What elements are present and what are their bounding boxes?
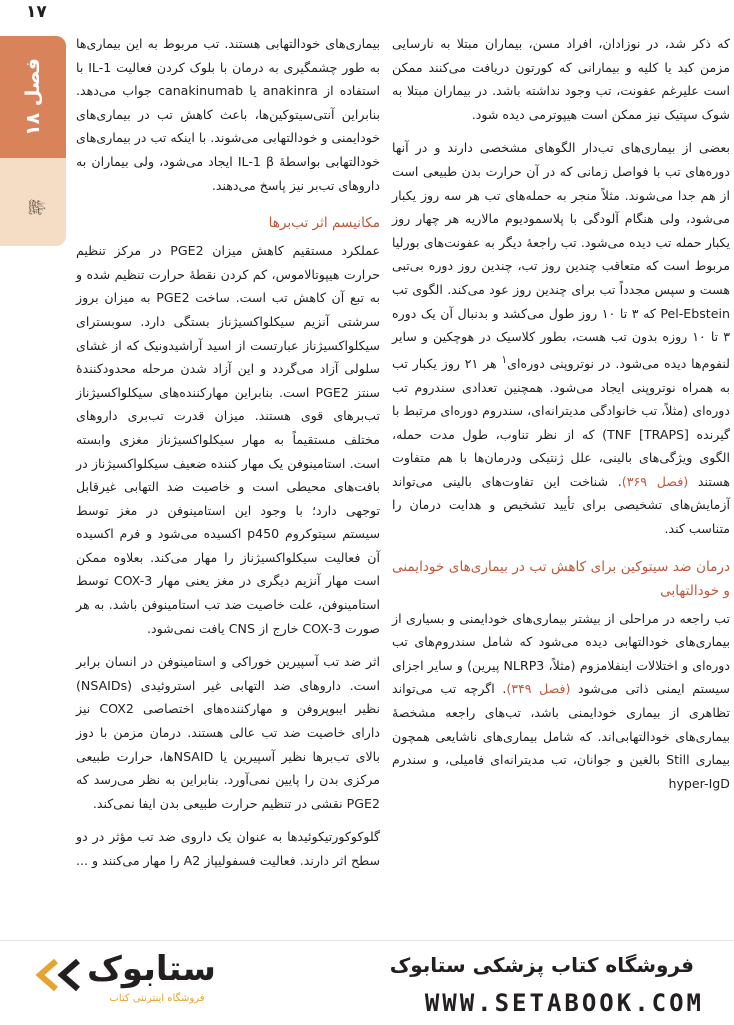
page-number: ۱۷	[26, 2, 47, 22]
right-paragraph-2-a: بعضی از بیماری‌های تب‌دار الگوهای مشخصی دارند و در آنها دوره‌های تب با فواصل زمانی که در آن حرارت بدن طبیعی است از هم جدا می‌شوند. مثلاً منجر به حمله‌های تب هر سه روز یکبار می‌شود، ولی هنگام آلودگی با پلاسمودیوم مالاریه هر چهار روز یکبار حمله تب دیده می‌شود. تب راجعهٔ دیگر به عفونت‌های بورلیا مربوط است که متعاقب چندین روز تب، چندین روز دوره بی‌تبی هست و سپس مجدداً تب برای چندین روز عود می‌کند. الگوی تب Pel-Ebstein که ۳ تا ۱۰ روز طول می‌کشد و بدنبال آن یک دوره ۳ تا ۱۰ روزه بدون تب هست، بطور کلاسیک در هوچکین و سایر لنفوم‌ها دیده می‌شود. در نوتروپنی دوره‌ای	[392, 140, 730, 371]
logo-wordmark: ستابوک	[87, 949, 216, 989]
left-paragraph-4: گلوکوکورتیکوئیدها به عنوان یک داروی ضد تب مؤثر در دو سطح اثر دارند. فعالیت فسفولیپاز A2 را مهار می‌کنند و ...	[76, 829, 380, 868]
left-paragraph-1: بیماری‌های خودالتهابی هستند. تب مربوط به این بیماری‌ها به طور چشمگیری به درمان با بلوک کردن فعالیت IL-1 با استفاده از anakinra یا canakinumab جواب می‌دهد. بنابراین آنتی‌سیتوکین‌ها، باعث کاهش تب در بیماری‌های خودایمنی و خودالتهابی می‌شوند. با اینکه تب در بیماری‌های خودالتهابی بواسطهٔ IL-1 β ایجاد می‌شود، ولی بیماران به داروهای تب‌بر نیز پاسخ می‌دهند.	[76, 36, 380, 193]
right-paragraph-3-b: . اگرچه تب می‌تواند تظاهری از بیماری خودایمنی باشد، تب‌های راجعه مشخصهٔ بیماری‌های خودالتهابی‌اند. که شامل بیماری‌های ناشایعی همچون بیماری Still بالغین و جوانان، تب مدیترانه‌ای فامیلی، و سندرم hyper-IgD	[392, 681, 730, 791]
right-paragraph-2-b: هر ۲۱ روز یکبار تب به همراه نوتروپنی ایجاد می‌شود. همچنین تعدادی سندروم تب دوره‌ای (مثلاً، تب خانوادگی مدیترانه‌ای، سندروم دوره‌ای مرتبط با گیرنده TNF [TRAPS]) که از نظر تناوب، طول مدت حمله، الگوی ویژگی‌های بالینی، علل ژنتیکی ودرمان‌ها با هم متفاوت هستند	[392, 355, 730, 489]
double-chevron-icon	[26, 957, 92, 993]
left-paragraph-2: عملکرد مستقیم کاهش میزان PGE2 در مرکز تنظیم حرارت هیپوتالاموس، کم کردن نقطهٔ حرارت تنظیم شده و به تبع آن کاهش تب است. ساخت PGE2 به میزان بروز سرشتی آنزیم سیکلواکسیژناز بستگی دارد. سوبسترای سیکلواکسیژناز عبارتست از اسید آراشیدونیک که از غشای سلولی آزاد می‌گردد و این آزاد شدن مرحله محدودکنندهٔ سنتز PGE2 است. بنابراین مهارکننده‌های سیکلواکسیژناز تب‌برهای قوی هستند. میزان قدرت تب‌بری داروهای مختلف مستقیماً به مهار سیکلواکسیژناز مغزی وابسته است. استامینوفن یک مهار کننده ضعیف سیکلواکسیژناز در بافت‌های محیطی است و خاصیت ضد التهابی غیرقابل توجهی دارد؛ با وجود این استامینوفن در مغز توسط سیستم سیتوکروم p450 اکسیده می‌شود و فرم اکسیده آن فعالیت سیکلواکسیژناز را مهار می‌کند. بعلاوه ممکن است مهار آنزیم دیگری در مغز یعنی مهار COX-3 توسط استامینوفن، علت خاصیت ضد تب استامینوفن باشد. به هر صورت COX-3 خارج از CNS یافت نمی‌شود.	[76, 243, 380, 636]
store-logo[interactable]	[26, 949, 216, 1015]
section-heading-antipyretic-mechanism: مکانیسم اثر تب‌برها	[268, 215, 380, 232]
right-paragraph-3	[392, 607, 730, 796]
chapter-tab-label: فصل ۱۸	[22, 58, 44, 136]
right-paragraph-2	[392, 136, 730, 540]
chapter-tab	[0, 36, 66, 246]
logo-tagline: فروشگاه اینترنتی کتاب	[109, 993, 205, 1004]
store-name: فروشگاه کتاب پزشکی ستابوک	[389, 953, 694, 977]
left-paragraph-3: اثر ضد تب آسپیرین خوراکی و استامینوفن در انسان برابر است. داروهای ضد التهابی غیر استروئیدی (NSAIDs) نظیر ایبوپروفن و مهارکننده‌های اختصاصی COX2 نیز دارای خاصیت ضد تب عالی هستند. درمان مزمن با دوز بالای تب‌برها نظیر آسپیرین یا NSAIDها، حرارت طبیعی مرکزی بدن را پایین نمی‌آورد. بنابراین به نظر می‌رسد که PGE2 نقشی در تنظیم حرارت طبیعی بدن ایفا نمی‌کند.	[76, 654, 380, 811]
chapter-reference-link: (فصل ۳۶۹)	[621, 473, 698, 489]
section-heading-anticytokine: درمان ضد سیتوکین برای کاهش تب در بیماری‌های خودایمنی و خودالتهابی	[392, 558, 730, 599]
footnote-marker: ۱	[501, 353, 508, 366]
footer-banner	[0, 940, 734, 1025]
chapter-tab-header	[0, 36, 66, 158]
chapter-tab-glyph-icon: ﷺ	[26, 197, 45, 217]
left-column	[76, 32, 380, 883]
chapter-reference-link: (فصل ۳۴۹)	[506, 681, 579, 697]
store-url-link[interactable]: WWW.SETABOOK.COM	[424, 989, 704, 1017]
right-paragraph-2-c: . شناخت این تفاوت‌های بالینی می‌تواند آزمایش‌های تشخیصی برای تأیید تشخیص و هدایت درمان را متناسب کند.	[392, 473, 730, 537]
right-paragraph-1: که ذکر شد، در نوزادان، افراد مسن، بیماران مبتلا به نارسایی مزمن کبد یا کلیه و بیمارانی که کورتون دریافت می‌کنند ممکن است علیرغم عفونت، تب وجود نداشته باشد. در بیماران مبتلا به شوک سپتیک نیز ممکن است هیپوترمی دیده شود.	[392, 36, 730, 122]
right-column	[392, 32, 730, 805]
right-paragraph-3-a: تب راجعه در مراحلی از بیشتر بیماری‌های خودایمنی و بسیاری از بیماری‌های خودالتهابی دیده می‌شود که شامل سندروم‌های تب دوره‌ای و اختلالات اینفلامزوم (مثلاً، NLRP3 پیرین) و سایر اجزای سیستم ایمنی ذاتی می‌شود	[392, 610, 730, 697]
